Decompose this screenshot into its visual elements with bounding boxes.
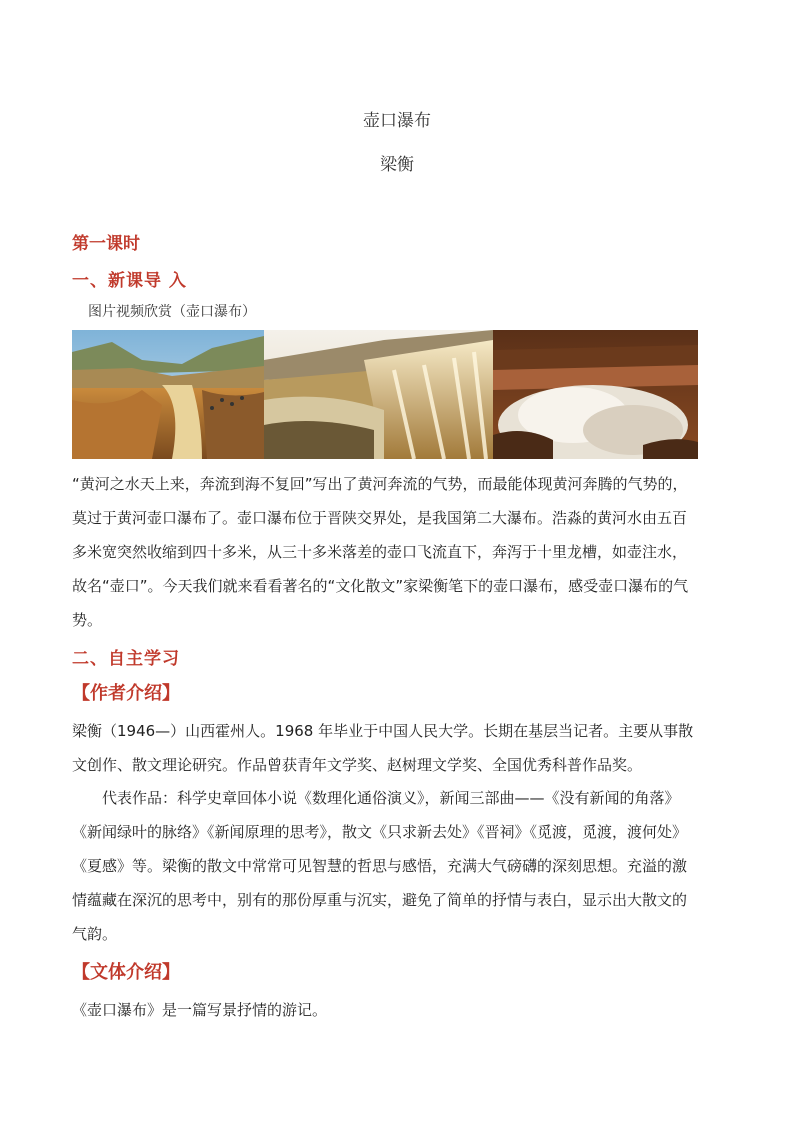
photo-strip [72,330,698,459]
intro-paragraph [72,467,728,637]
author-intro-heading: 【作者介绍】 [72,683,180,704]
intro-line: 多米宽突然收缩到四十多米，从三十多米落差的壶口飞流直下，奔泻于十里龙槽，如壶注水， [72,543,688,561]
works-line: 《新闻绿叶的脉络》《新闻原理的思考》，散文《只求新去处》《晋祠》《觅渡，觅渡，渡何处》 [72,823,688,841]
author-intro-paragraph [72,714,728,782]
author-line: 梁衡（1946—）山西霍州人。1968 年毕业于中国人民大学。长期在基层当记者。主要从事散 [72,722,694,740]
intro-line: “黄河之水天上来，奔流到海不复回”写出了黄河奔流的气势，而最能体现黄河奔腾的气势的， [72,475,688,493]
works-paragraph [72,781,728,951]
works-line: 代表作品：科学史章回体小说《数理化通俗演义》，新闻三部曲——《没有新闻的角落》 [72,789,680,807]
waterfall-photo-mist [493,330,698,459]
waterfall-photo-cascade [264,330,493,459]
works-line: 气韵。 [72,925,118,943]
waterfall-photo-canyon [72,330,264,459]
intro-line: 势。 [72,611,103,629]
page-title: 壶口瀑布 [363,111,431,131]
section-heading-intro: 一、新课导 入 [72,271,187,291]
intro-line: 莫过于黄河壶口瀑布了。壶口瀑布位于晋陕交界处，是我国第二大瀑布。浩淼的黄河水由五百 [72,509,688,527]
intro-line: 故名“壶口”。今天我们就来看看著名的“文化散文”家梁衡笔下的壶口瀑布，感受壶口瀑布的气 [72,577,689,595]
works-line: 《夏感》等。梁衡的散文中常常可见智慧的哲思与感悟，充满大气磅礴的深刻思想。充溢的激 [72,857,688,875]
lesson-heading: 第一课时 [72,234,140,254]
section-heading-self-study: 二、自主学习 [72,649,180,669]
genre-intro-paragraph [72,993,728,1027]
genre-line: 《壶口瀑布》是一篇写景抒情的游记。 [72,1001,328,1019]
photo-caption: 图片视频欣赏（壶口瀑布） [88,304,256,320]
genre-intro-heading: 【文体介绍】 [72,962,180,983]
author-name: 梁衡 [380,155,414,175]
author-line: 文创作、散文理论研究。作品曾获青年文学奖、赵树理文学奖、全国优秀科普作品奖。 [72,756,643,774]
works-line: 情蕴藏在深沉的思考中，别有的那份厚重与沉实，避免了简单的抒情与表白，显示出大散文的 [72,891,688,909]
